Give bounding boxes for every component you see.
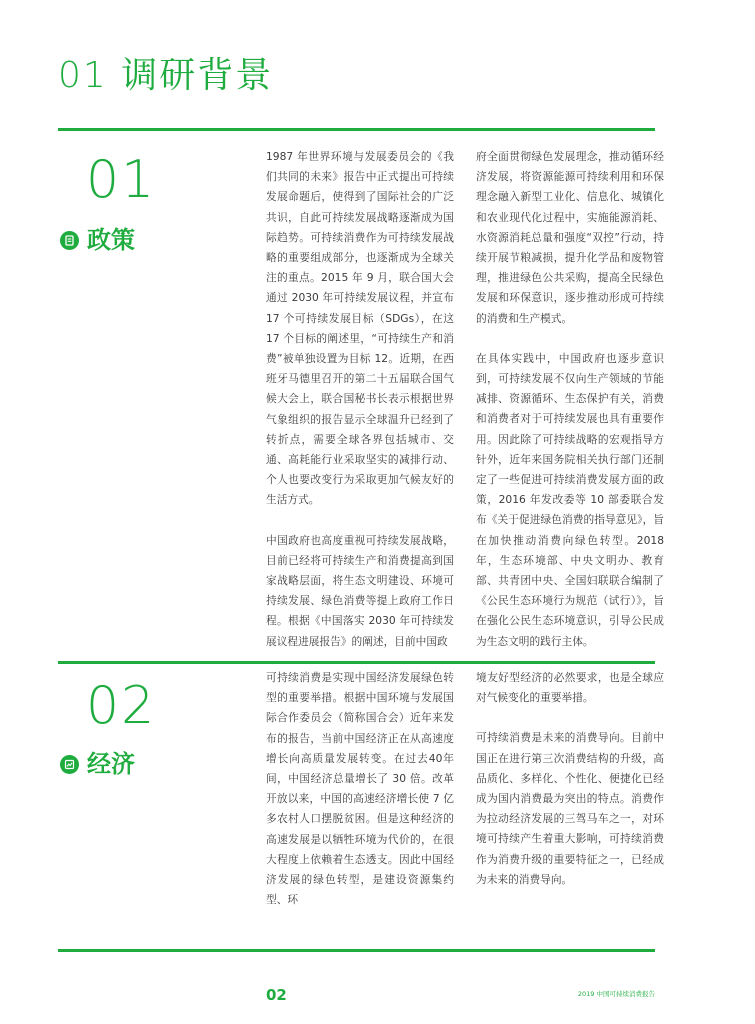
section-01-left-column <box>266 147 454 672</box>
section-label: 政策 <box>87 226 135 254</box>
section-number: 01 <box>86 150 157 210</box>
section-heading <box>60 225 135 255</box>
chart-icon <box>60 755 79 774</box>
section-number: 02 <box>86 676 157 736</box>
paragraph: 中国政府也高度重视可持续发展战略，目前已经将可持续生产和消费提高到国家战略层面，将生态文明建设、环境可持续发展、绿色消费等提上政府工作日程。根据《中国落实 2030 年可持续发展议程进展报告》的阐述，目前中国政 <box>266 533 454 648</box>
paragraph: 可持续消费是实现中国经济发展绿色转型的重要举措。根据中国环境与发展国际合作委员会（简称国合会）近年来发布的报告，当前中国经济正在从高速度增长向高质量发展转变。在过去40年间，中国经济总量增长了 30 倍。改革开放以来，中国的高速经济增长使 7 亿多农村人口摆脱贫困。但是这种经济的高速发展是以牺牲环境为代价的，在很大程度上依赖着生态透支。因此中国经济发展的绿色转型，是建设资源集约型、环 <box>266 671 454 907</box>
paragraph: 在具体实践中，中国政府也逐步意识到，可持续发展不仅向生产领域的节能减排、资源循环、生态保护有关，消费和消费者对于可持续发展也具有重要作用。因此除了可持续战略的宏观指导方针外，近年来国务院相关执行部门还制定了一些促进可持续消费发展方面的政策，2016 年发改委等 10 部委联合发布《关于促进绿色消费的指导意见》，旨在加快推动消费向绿色转型。2018 年，生态环境部、中央文明办、教育部、共青团中央、全国妇联联合编制了《公民生态环境行为规范（试行）》，旨在强化公民生态环境意识，引导公民成为生态文明的践行主体。 <box>476 351 664 648</box>
paragraph: 1987 年世界环境与发展委员会的《我们共同的未来》报告中正式提出可持续发展命题后，使得到了国际社会的广泛共识，自此可持续发展战略逐渐成为国际趋势。可持续消费作为可持续发展战略的重要组成部分，也逐渐成为全球关注的重点。2015 年 9 月，联合国大会通过 2030 年可持续发展议程，并宣布 17 个可持续发展目标（SDGs），在这 17 个目标的阐述里，“可持续生产和消费”被单独设置为目标 12。近期，在西班牙马德里召开的第二十五届联合国气候大会上，联合国秘书长表示根据世界气象组织的报告显示全球温升已经到了转折点，需要全球各界包括城市、交通、高耗能行业采取坚实的减排行动、个人也要改变行为采取更加气候友好的生活方式。 <box>266 150 454 507</box>
document-icon <box>60 231 79 250</box>
footer-divider <box>58 949 655 952</box>
page-number: 02 <box>266 986 287 1004</box>
section-02-right-column <box>476 668 664 910</box>
section-01-right-column <box>476 147 664 672</box>
paragraph: 境友好型经济的必然要求，也是全球应对气候变化的重要举措。 <box>476 671 664 705</box>
page-title: 01 调研背景 <box>58 55 274 96</box>
section-divider <box>58 661 655 664</box>
section-02-left-column <box>266 668 454 930</box>
report-name: 2019 中国可持续消费报告 <box>577 990 655 998</box>
section-label: 经济 <box>87 750 135 778</box>
paragraph: 可持续消费是未来的消费导向。目前中国正在进行第三次消费结构的升级，高品质化、多样化、个性化、便捷化已经成为国内消费最为突出的特点。消费作为拉动经济发展的三驾马车之一，对环境可持续产生着重大影响，可持续消费作为消费升级的重要特征之一，已经成为未来的消费导向。 <box>476 731 664 886</box>
section-divider-top <box>58 128 655 131</box>
paragraph: 府全面贯彻绿色发展理念，推动循环经济发展，将资源能源可持续利用和环保理念融入新型工业化、信息化、城镇化和农业现代化过程中，实施能源消耗、水资源消耗总量和强度“双控”行动，持续开展节粮减损，提升化学品和废物管理，推进绿色公共采购，提高全民绿色发展和环保意识，逐步推动形成可持续的消费和生产模式。 <box>476 150 664 325</box>
section-heading <box>60 749 135 779</box>
